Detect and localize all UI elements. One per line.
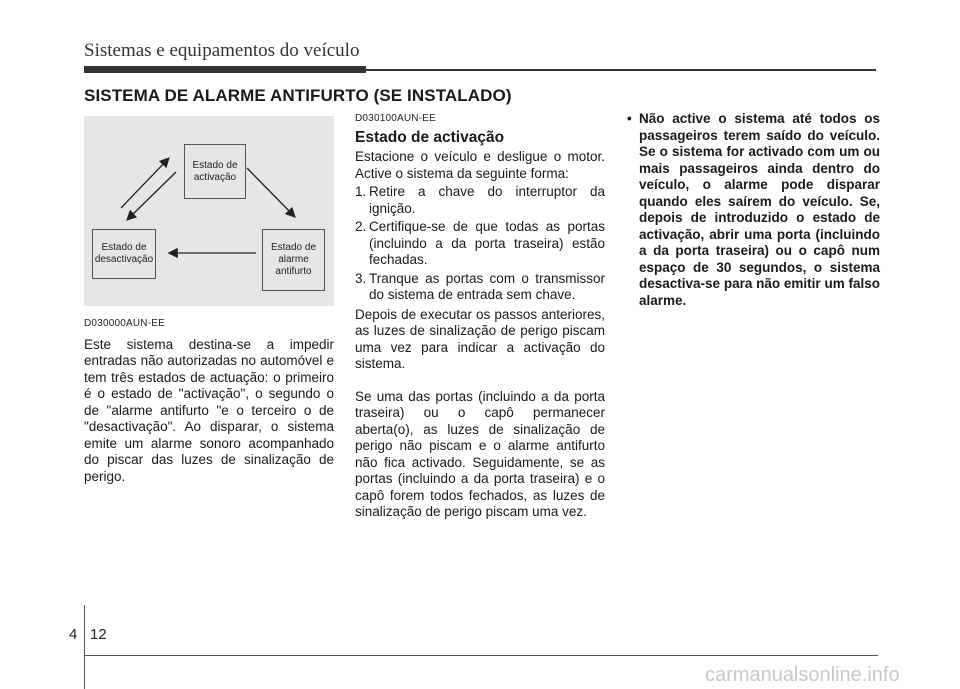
activation-paragraph-2: Se uma das portas (incluindo a da porta traseira) ou o capô permanecer aberta(o), as luzes de sinalização de perigo não piscam e o alarme antifurto não fica activado. Seguidamente, se as portas (incluindo a da porta traseira) e o capô forem todos fechados, as luzes de sinalização de perigo piscam uma vez. [355,388,605,519]
footer-rule-vertical [84,605,85,689]
chapter-number: 4 [69,626,78,643]
state-box-deactivation: Estado de desactivação [92,229,156,279]
header-rule-thin [366,69,876,71]
reference-code: D030000AUN-EE [84,318,165,329]
column-intro [84,316,334,485]
arrow-activation-to-deactivation [128,172,176,219]
intro-paragraph: Este sistema destina-se a impedir entradas não autorizadas no automóvel e tem três estados de actuação: o primeiro é o estado de "activação", o segundo o de "alarme antifurto "e o terceiro o de "desactivação". Ao disparar, o sistema emite um alarme sonoro acompanhado do piscar das luzes de sinalização de perigo. [84,336,334,484]
reference-code: D030100AUN-EE [355,113,436,124]
arrow-deactivation-to-activation [121,159,168,208]
step-text: Retire a chave do interruptor da ignição. [369,184,605,216]
bullet-dot: • [627,111,632,126]
chapter-title: Sistemas e equipamentos do veículo [84,40,360,61]
column-activation [355,111,605,521]
header-rule-thick [84,66,366,73]
watermark: carmanualsonline.info [705,664,900,686]
step-number: 2. [355,219,367,234]
step-item [355,271,605,304]
footer-rule-horizontal [84,655,878,656]
state-box-activation: Estado de activação [184,144,246,199]
page-number: 12 [90,626,107,643]
step-item [355,219,605,269]
column-warning [627,111,880,309]
section-title: SISTEMA DE ALARME ANTIFURTO (SE INSTALADO) [84,86,512,105]
step-number: 3. [355,270,367,286]
activation-heading: Estado de activação [355,128,505,146]
warning-bullet [627,111,880,309]
step-number: 1. [355,184,367,199]
step-item [355,184,605,217]
warning-text: Não active o sistema até todos os passageiros terem saído do veículo. Se o sistema for activado com um ou mais passageiros ainda dentro do veículo, o alarme pode disparar quando eles saírem do veículo. Se, depois de introduzido o estado de activação, abrir uma porta (incluindo a da porta traseira) ou o capô num espaço de 30 segundos, o sistema desactiva-se para não emitir um falso alarme. [639,111,880,308]
step-text: Certifique-se de que todas as portas (incluindo a da porta traseira) estão fechadas. [369,219,605,267]
step-text: Tranque as portas com o transmissor do sistema de entrada sem chave. [369,270,605,302]
state-box-alarm: Estado de alarme antifurto [262,229,325,291]
activation-intro: Estacione o veículo e desligue o motor. Active o sistema da seguinte forma: [355,149,605,181]
activation-paragraph-1: Depois de executar os passos anteriores, as luzes de sinalização de perigo piscam uma vez para indicar a activação do sistema. [355,306,605,371]
alarm-state-diagram [84,116,334,306]
arrow-activation-to-alarm [247,168,294,216]
